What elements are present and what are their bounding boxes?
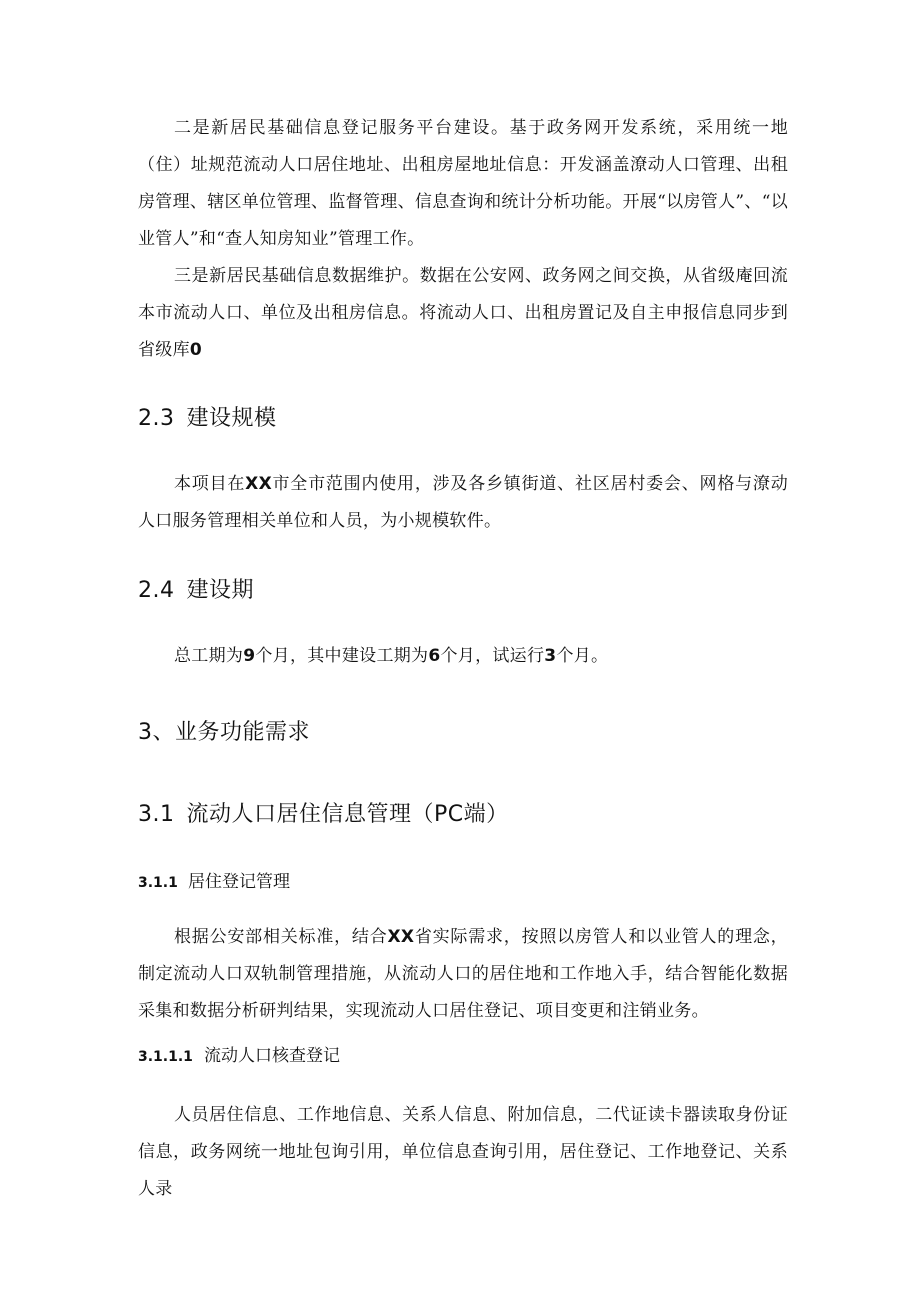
paragraph-text-bold: 6 xyxy=(428,646,441,666)
heading-number: 3.1 xyxy=(138,802,175,827)
heading-title: 建设规模 xyxy=(186,406,277,431)
paragraph-population-verification xyxy=(138,1097,788,1208)
paragraph-text: 个月，其中建设工期为 xyxy=(255,646,429,666)
heading-2-4 xyxy=(138,576,254,606)
heading-number: 3.1.1.1 xyxy=(138,1049,193,1065)
heading-3 xyxy=(138,718,310,748)
paragraph-text: 三是新居民基础信息数据维护。数据在公安网、政务网之间交换，从省级庵回流本市流动人口、单位及出租房信息。将流动人口、出租房置记及自主申报信息同步到省级库 xyxy=(138,266,788,360)
paragraph-text-bold: 3 xyxy=(544,646,557,666)
paragraph-text-bold: XX xyxy=(387,927,415,947)
heading-number: 2.4 xyxy=(138,578,175,603)
heading-3-1-1 xyxy=(138,869,290,896)
paragraph-text: 省实际需求，按照以房管人和以业管人的理念，制定流动人口双轨制管理措施，从流动人口的居住地和工作地入手，结合智能化数据采集和数据分析研判结果，实现流动人口居住登记、项目变更和注销业务。 xyxy=(138,927,788,1021)
paragraph-text-bold: 0 xyxy=(189,340,203,360)
heading-2-3 xyxy=(138,404,277,434)
paragraph-text: 本项目在 xyxy=(174,474,246,494)
paragraph-text: 根据公安部相关标准，结合 xyxy=(174,927,388,947)
heading-3-1-1-1 xyxy=(138,1043,340,1070)
paragraph-data-maintenance xyxy=(138,258,788,369)
heading-title: 建设期 xyxy=(186,578,255,603)
paragraph-text-bold: 9 xyxy=(243,646,256,666)
paragraph-residence-registration xyxy=(138,919,788,1030)
paragraph-text: 总工期为 xyxy=(174,646,244,666)
paragraph-text-bold: XX xyxy=(245,474,272,494)
heading-title: 居住登记管理 xyxy=(188,872,290,892)
paragraph-platform-construction xyxy=(138,110,788,258)
paragraph-text: 个月。 xyxy=(556,646,609,666)
paragraph-text: 个月，试运行 xyxy=(440,646,545,666)
heading-number: 3.1.1 xyxy=(138,875,178,891)
paragraph-construction-period xyxy=(138,638,788,675)
heading-3-1 xyxy=(138,800,509,830)
paragraph-text: 二是新居民基础信息登记服务平台建设。基于政务网开发系统，采用统一地（住）址规范流动人口居住地址、出租房屋地址信息：开发涵盖潦动人口管理、出租房管理、辖区单位管理、监督管理、信息查询和统计分析功能。开展“以房管人”、“以业管人”和“查人知房知业”管理工作。 xyxy=(138,118,788,249)
paragraph-text: 人员居住信息、工作地信息、关系人信息、附加信息，二代证读卡器读取身份证信息，政务网统一地址包询引用，单位信息查询引用，居住登记、工作地登记、关系人录 xyxy=(138,1105,788,1199)
heading-title: 流动人口居住信息管理（PC端） xyxy=(186,802,509,827)
paragraph-text: 市全市范围内使用，涉及各乡镇街道、社区居村委会、网格与潦动人口服务管理相关单位和人员，为小规模软件。 xyxy=(138,474,788,531)
heading-number: 2.3 xyxy=(138,406,175,431)
heading-title: 3、业务功能需求 xyxy=(138,720,310,745)
paragraph-construction-scale xyxy=(138,466,788,540)
heading-title: 流动人口核查登记 xyxy=(204,1046,340,1066)
